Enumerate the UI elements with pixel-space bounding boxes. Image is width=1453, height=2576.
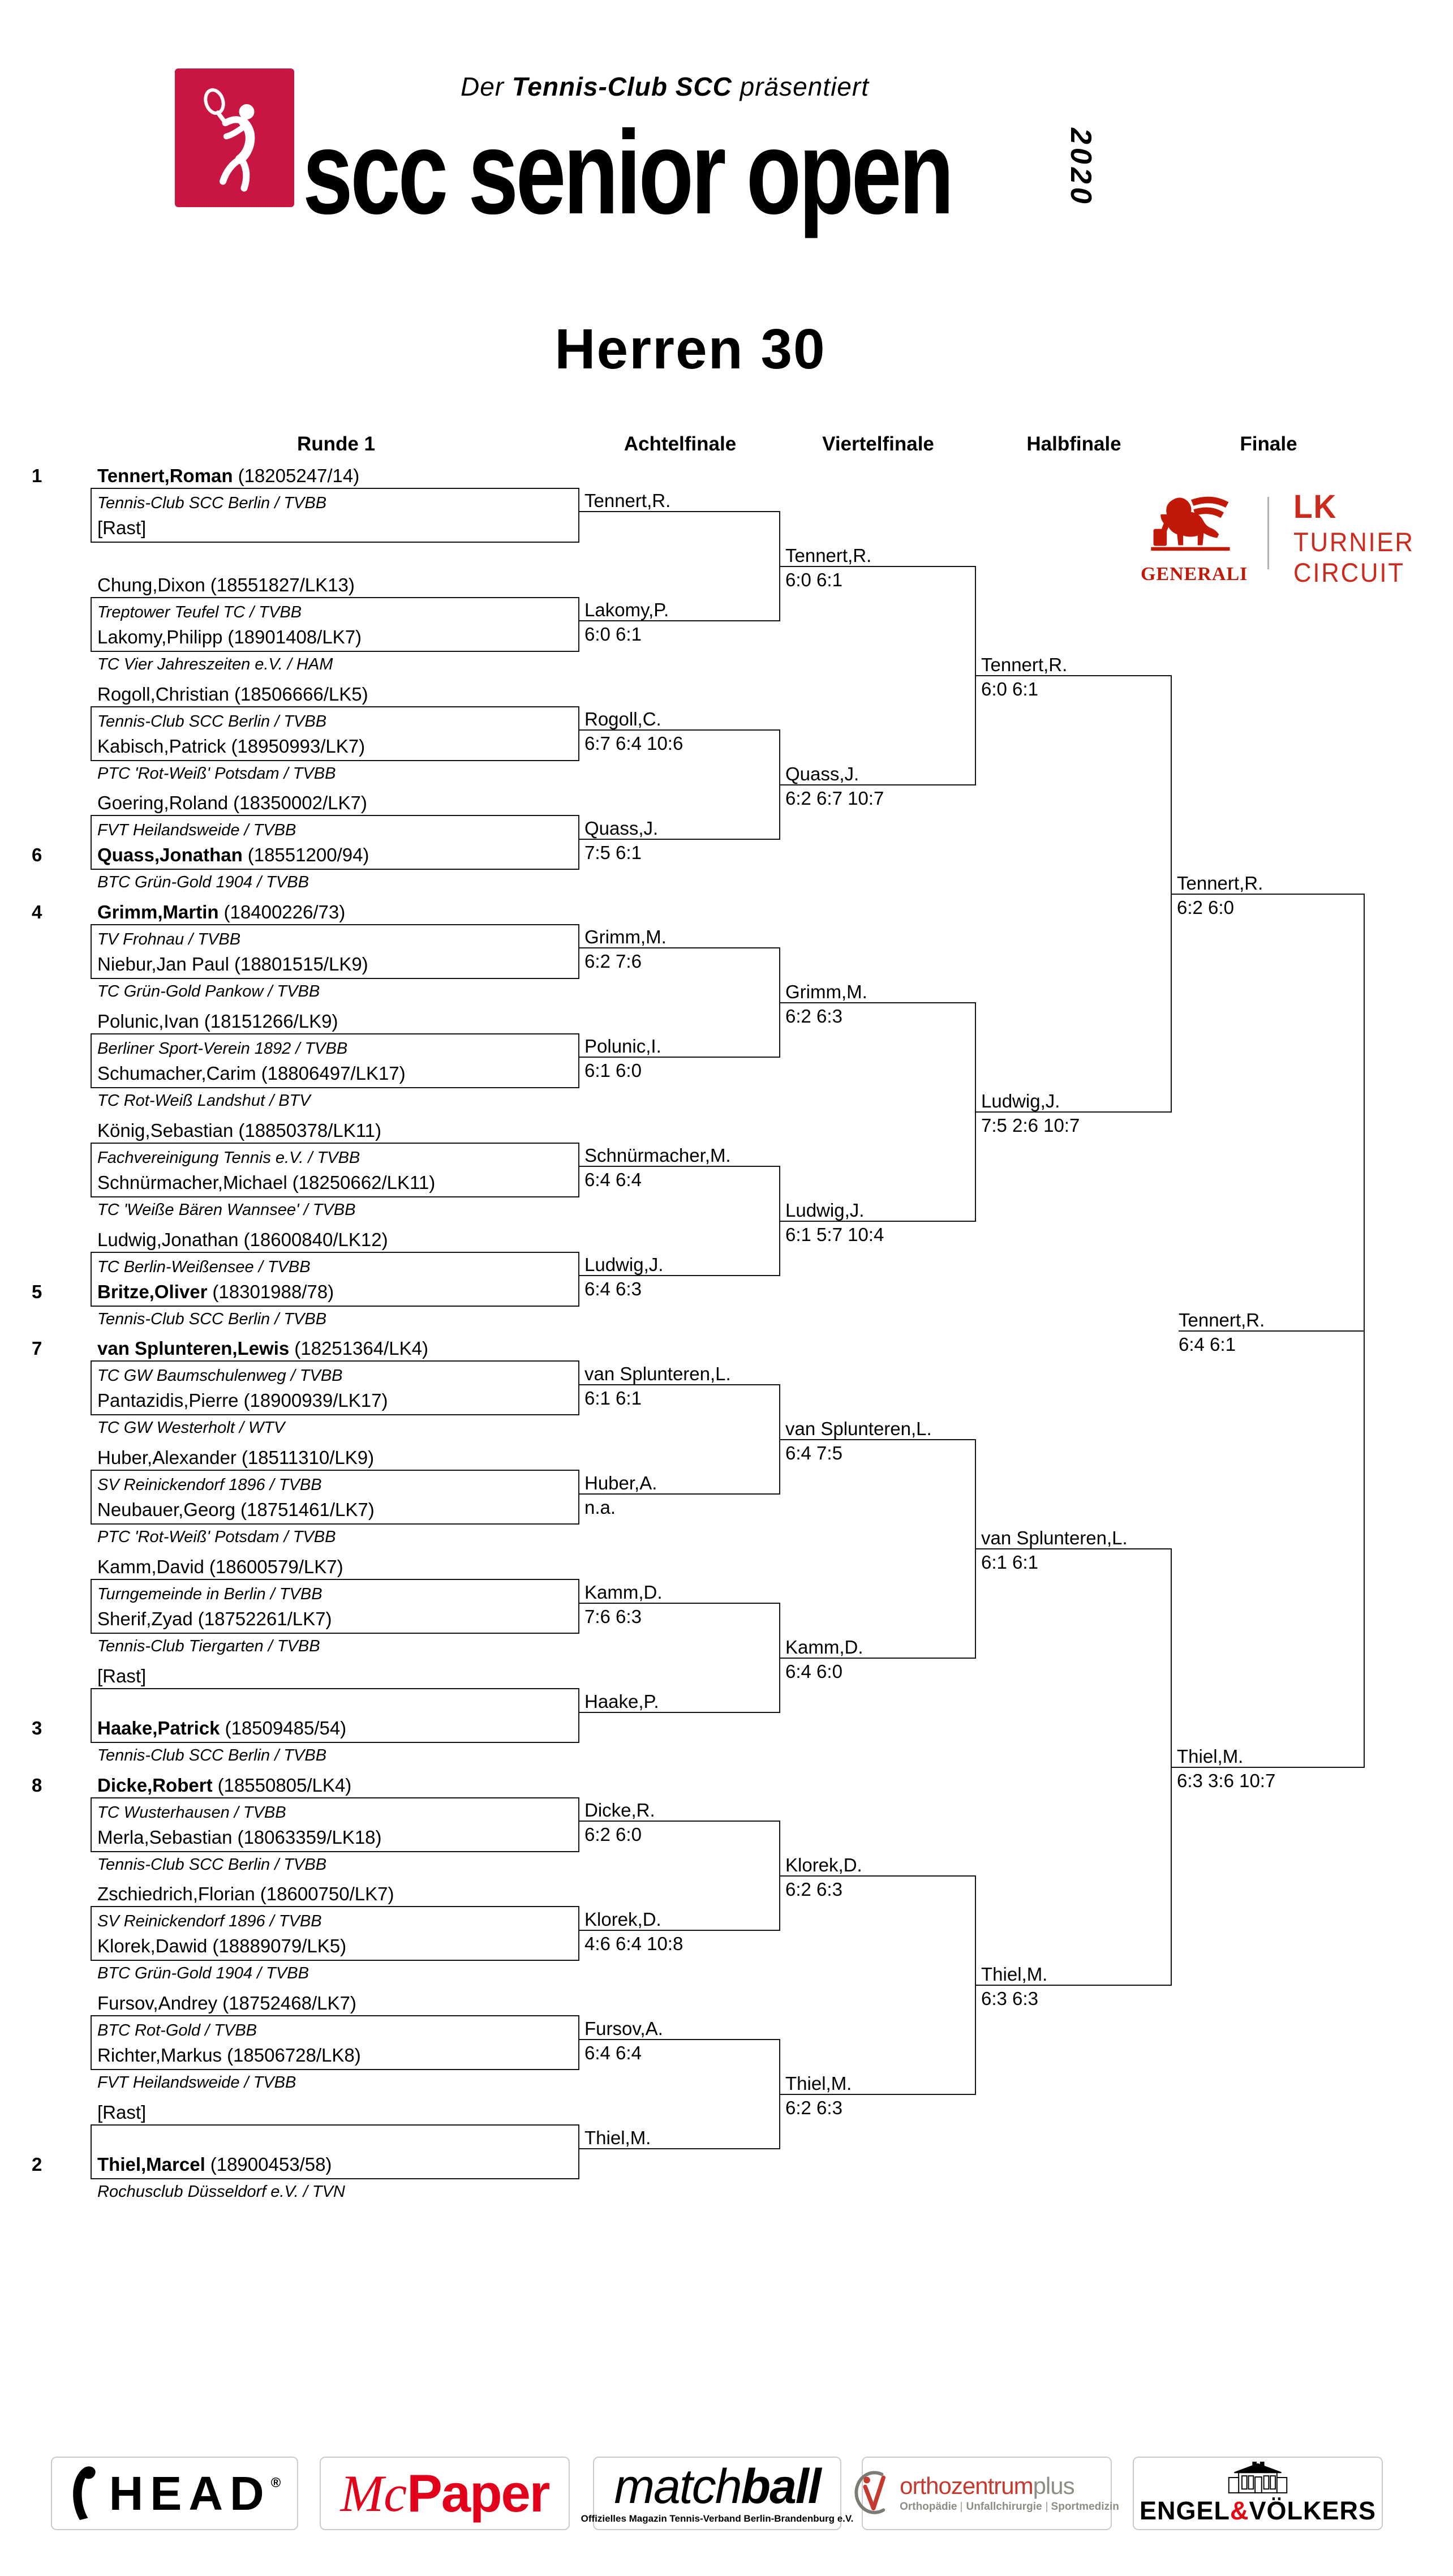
- winner-label: Tennert,R.: [981, 654, 1068, 675]
- bracket-line: [780, 784, 976, 785]
- winner-label: Klorek,D.: [584, 1909, 661, 1930]
- orthozentrum-icon: [854, 2466, 892, 2521]
- match-score: n.a.: [584, 1497, 616, 1518]
- presenter-line: [0, 71, 1330, 102]
- match-score: 6:0 6:1: [584, 624, 642, 645]
- player-club: PTC 'Rot-Weiß' Potsdam / TVBB: [97, 765, 336, 783]
- player-name: Rogoll,Christian (18506666/LK5): [97, 684, 368, 705]
- lk-logo-line1: LK: [1293, 488, 1338, 525]
- bracket-line: [780, 566, 976, 567]
- winner-label: van Splunteren,L.: [981, 1527, 1128, 1548]
- bracket-line: [579, 1821, 780, 1822]
- match-score: 6:4 6:4: [584, 1169, 642, 1190]
- match-score: 6:4 7:5: [785, 1442, 842, 1463]
- winner-label: Ludwig,J.: [785, 1200, 865, 1221]
- player-name: Huber,Alexander (18511310/LK9): [97, 1447, 375, 1468]
- sponsor-card-orthozentrum: [862, 2457, 1119, 2530]
- match-score: 6:1 5:7 10:4: [785, 1224, 884, 1245]
- match-score: 6:7 6:4 10:6: [584, 733, 683, 754]
- player-name: Haake,Patrick (18509485/54): [97, 1718, 347, 1738]
- player-club: PTC 'Rot-Weiß' Potsdam / TVBB: [97, 1528, 336, 1546]
- bracket-line: [780, 1002, 976, 1003]
- sponsor-card-matchball: [581, 2457, 854, 2530]
- winner-label: Tennert,R.: [584, 490, 671, 511]
- winner-label: Thiel,M.: [584, 2127, 651, 2148]
- player-club: TC Rot-Weiß Landshut / BTV: [97, 1092, 311, 1110]
- match-score: 6:3 6:3: [981, 1988, 1038, 2009]
- player-name: Klorek,Dawid (18889079/LK5): [97, 1935, 347, 1956]
- winner-label: Quass,J.: [785, 763, 859, 784]
- player-name: Pantazidis,Pierre (18900939/LK17): [97, 1390, 388, 1411]
- sponsor-card-engelvoelkers: [1133, 2457, 1383, 2530]
- generali-logo-text: GENERALI: [1141, 564, 1248, 585]
- player-club: Turngemeinde in Berlin / TVBB: [97, 1585, 323, 1603]
- column-header-halbfinale: Halbfinale: [1026, 433, 1121, 455]
- sponsor-card-mcpaper: [320, 2457, 570, 2530]
- winner-label: Huber,A.: [584, 1472, 657, 1493]
- winner-label: Dicke,R.: [584, 1800, 655, 1821]
- subtitle-divider: [961, 2502, 962, 2512]
- winner-label: Ludwig,J.: [584, 1254, 664, 1275]
- column-header-runde1: Runde 1: [296, 433, 376, 455]
- winner-label: Thiel,M.: [981, 1964, 1048, 1985]
- winner-label: Fursov,A.: [584, 2018, 663, 2039]
- bracket-line: [780, 1439, 976, 1440]
- column-header-finale: Finale: [1240, 433, 1297, 455]
- player-name: Merla,Sebastian (18063359/LK18): [97, 1827, 382, 1848]
- champion-score: 6:4 6:1: [1179, 1334, 1236, 1355]
- winner-label: Haake,P.: [584, 1691, 659, 1712]
- player-club: Tennis-Club SCC Berlin / TVBB: [97, 494, 327, 512]
- head-logo-icon: [68, 2464, 101, 2523]
- presenter-suffix: präsentiert: [740, 72, 869, 101]
- player-name: Fursov,Andrey (18752468/LK7): [97, 1993, 356, 2013]
- head-logo-text: HEAD®: [109, 2466, 281, 2520]
- bracket-line: [780, 1221, 976, 1222]
- player-club: TC Wusterhausen / TVBB: [97, 1804, 286, 1822]
- match-score: 7:5 2:6 10:7: [981, 1115, 1080, 1136]
- champion-name: Tennert,R.: [1179, 1310, 1265, 1330]
- winner-label: Ludwig,J.: [981, 1090, 1060, 1111]
- mcpaper-logo-mc: Mc: [340, 2465, 407, 2522]
- player-club: BTC Grün-Gold 1904 / TVBB: [97, 1964, 309, 1982]
- match-score: 6:2 7:6: [584, 951, 642, 972]
- bracket-line: [579, 1166, 780, 1167]
- match-score: 7:5 6:1: [584, 842, 642, 863]
- player-club: Tennis-Club SCC Berlin / TVBB: [97, 1310, 327, 1328]
- player-name: Schnürmacher,Michael (18250662/LK11): [97, 1172, 436, 1193]
- bracket-line: [579, 839, 780, 840]
- villa-icon: [1215, 2461, 1300, 2494]
- winner-label: van Splunteren,L.: [584, 1363, 731, 1384]
- winner-label: Grimm,M.: [785, 981, 867, 1002]
- match-score: 6:3 3:6 10:7: [1177, 1770, 1276, 1791]
- player-name: Tennert,Roman (18205247/14): [97, 465, 360, 486]
- winner-label: Grimm,M.: [584, 926, 667, 947]
- player-name: [Rast]: [97, 1665, 147, 1686]
- player-name: König,Sebastian (18850378/LK11): [97, 1120, 381, 1141]
- tournament-year: 2020: [1064, 128, 1097, 207]
- player-club: Rochusclub Düsseldorf e.V. / TVN: [97, 2183, 345, 2201]
- winner-label: Tennert,R.: [1177, 873, 1263, 894]
- match-score: 6:2 6:7 10:7: [785, 788, 884, 809]
- player-club: SV Reinickendorf 1896 / TVBB: [97, 1912, 322, 1930]
- bracket-line: [579, 620, 780, 621]
- bracket-line: [976, 675, 1172, 676]
- event-title: Herren 30: [554, 317, 826, 381]
- engelvoelkers-logo-text: ENGEL&VÖLKERS: [1139, 2496, 1377, 2525]
- bracket-line: [780, 1658, 976, 1659]
- player-club: FVT Heilandsweide / TVBB: [97, 821, 296, 839]
- match-score: 6:4 6:4: [584, 2042, 642, 2063]
- player-name: Ludwig,Jonathan (18600840/LK12): [97, 1229, 388, 1250]
- player-name: Grimm,Martin (18400226/73): [97, 901, 346, 922]
- player-name: [Rast]: [97, 2102, 147, 2123]
- player-club: SV Reinickendorf 1896 / TVBB: [97, 1476, 322, 1494]
- bracket-line: [579, 1493, 780, 1495]
- sponsor-card-head: [51, 2457, 298, 2530]
- bracket-line: [976, 1985, 1172, 1986]
- player-name: Polunic,Ivan (18151266/LK9): [97, 1011, 338, 1032]
- bracket-line: [1172, 1767, 1365, 1768]
- player-name: Britze,Oliver (18301988/78): [97, 1281, 334, 1302]
- match-score: 7:6 6:3: [584, 1606, 642, 1627]
- seed-number: 2: [32, 2154, 42, 2175]
- player-club: TV Frohnau / TVBB: [97, 930, 241, 948]
- player-club: BTC Grün-Gold 1904 / TVBB: [97, 873, 309, 891]
- seed-number: 7: [32, 1338, 42, 1359]
- player-club: TC Grün-Gold Pankow / TVBB: [97, 982, 320, 1001]
- winner-label: Schnürmacher,M.: [584, 1145, 731, 1166]
- bracket-line: [579, 1384, 780, 1385]
- player-name: Chung,Dixon (18551827/LK13): [97, 574, 355, 595]
- winner-label: Quass,J.: [584, 818, 659, 839]
- player-club: TC Berlin-Weißensee / TVBB: [97, 1258, 311, 1276]
- bracket-line: [976, 1548, 1172, 1549]
- matchball-subtitle: Offizielles Magazin Tennis-Verband Berlin-Brandenburg e.V.: [581, 2513, 854, 2524]
- bracket-line: [579, 1712, 780, 1713]
- bracket-line: [579, 1057, 780, 1058]
- player-name: van Splunteren,Lewis (18251364/LK4): [97, 1338, 428, 1359]
- player-club: Berliner Sport-Verein 1892 / TVBB: [97, 1040, 348, 1058]
- winner-label: van Splunteren,L.: [785, 1418, 932, 1439]
- seed-number: 5: [32, 1281, 42, 1302]
- column-header-viertelfinale: Viertelfinale: [822, 433, 934, 455]
- match-score: 6:2 6:0: [1177, 897, 1234, 918]
- player-name: Goering,Roland (18350002/LK7): [97, 792, 367, 813]
- match-score: 6:0 6:1: [785, 569, 842, 590]
- player-name: Quass,Jonathan (18551200/94): [97, 844, 369, 865]
- matchball-logo-text: matchball: [614, 2459, 820, 2514]
- seed-number: 1: [32, 465, 42, 486]
- player-club: Tennis-Club Tiergarten / TVBB: [97, 1637, 320, 1655]
- subtitle-divider: [1046, 2502, 1047, 2512]
- bracket-line: [579, 729, 780, 731]
- orthozentrum-subtitle: Orthopädie Unfallchirurgie Sportmedizin: [900, 2501, 1119, 2513]
- winner-label: Thiel,M.: [1177, 1746, 1244, 1767]
- seed-number: 6: [32, 844, 42, 865]
- player-club: TC GW Baumschulenweg / TVBB: [97, 1367, 343, 1385]
- bracket-line: [1172, 894, 1365, 895]
- player-name: Niebur,Jan Paul (18801515/LK9): [97, 954, 368, 974]
- presenter-prefix: Der: [461, 72, 505, 101]
- bracket-line: [976, 1111, 1172, 1113]
- match-score: 6:4 6:3: [584, 1278, 642, 1299]
- match-score: 4:6 6:4 10:8: [584, 1933, 683, 1954]
- orthozentrum-logo-text: orthozentrumplus: [900, 2472, 1074, 2499]
- lk-logo-line3: CIRCUIT: [1293, 557, 1405, 587]
- player-club: Tennis-Club SCC Berlin / TVBB: [97, 1856, 327, 1874]
- bracket-line: [579, 1930, 780, 1931]
- mcpaper-logo-paper: Paper: [407, 2463, 549, 2523]
- column-header-achtelfinale: Achtelfinale: [624, 433, 737, 455]
- player-name: Dicke,Robert (18550805/LK4): [97, 1775, 352, 1796]
- player-club: Tennis-Club SCC Berlin / TVBB: [97, 712, 327, 731]
- player-name: Kamm,David (18600579/LK7): [97, 1556, 343, 1577]
- bracket-line: [579, 1275, 780, 1276]
- bracket-line: [579, 2039, 780, 2040]
- logo-divider: [1267, 497, 1269, 569]
- winner-label: Lakomy,P.: [584, 599, 669, 620]
- match-score: 6:2 6:3: [785, 1006, 842, 1027]
- match-score: 6:1 6:1: [981, 1552, 1038, 1573]
- bracket-line: [780, 2094, 976, 2095]
- player-name: Richter,Markus (18506728/LK8): [97, 2045, 361, 2066]
- seed-number: 3: [32, 1718, 42, 1738]
- bracket-line: [780, 1875, 976, 1877]
- registered-mark: ®: [270, 2475, 281, 2491]
- winner-label: Kamm,D.: [584, 1582, 663, 1603]
- generali-lion-icon: [1149, 493, 1233, 555]
- winner-label: Polunic,I.: [584, 1036, 661, 1057]
- player-club: TC Vier Jahreszeiten e.V. / HAM: [97, 655, 333, 673]
- seed-number: 8: [32, 1775, 42, 1796]
- player-club: Treptower Teufel TC / TVBB: [97, 603, 302, 621]
- match-score: 6:2 6:0: [584, 1824, 642, 1845]
- winner-label: Klorek,D.: [785, 1854, 862, 1875]
- bracket-line: [579, 947, 780, 948]
- match-score: 6:2 6:3: [785, 2097, 842, 2118]
- bracket-line: [579, 511, 780, 512]
- player-name: Lakomy,Philipp (18901408/LK7): [97, 626, 362, 647]
- match-score: 6:4 6:0: [785, 1661, 842, 1682]
- winner-label: Kamm,D.: [785, 1637, 863, 1658]
- match-score: 6:0 6:1: [981, 679, 1038, 699]
- lk-logo-line2: TURNIER: [1293, 527, 1415, 557]
- bracket-line: [579, 2148, 780, 2149]
- player-name: Schumacher,Carim (18806497/LK17): [97, 1063, 406, 1084]
- winner-label: Thiel,M.: [785, 2073, 852, 2094]
- player-club: TC 'Weiße Bären Wannsee' / TVBB: [97, 1201, 356, 1219]
- player-name: Sherif,Zyad (18752261/LK7): [97, 1608, 332, 1629]
- player-club: Fachvereinigung Tennis e.V. / TVBB: [97, 1149, 360, 1167]
- match-score: 6:1 6:0: [584, 1060, 642, 1081]
- player-name: Thiel,Marcel (18900453/58): [97, 2154, 332, 2175]
- winner-label: Rogoll,C.: [584, 709, 661, 729]
- presenter-club: Tennis-Club SCC: [511, 72, 732, 101]
- player-club: TC GW Westerholt / WTV: [97, 1419, 285, 1437]
- bracket-line: [1179, 1330, 1365, 1332]
- player-club: BTC Rot-Gold / TVBB: [97, 2021, 257, 2040]
- player-name: [Rast]: [97, 517, 147, 538]
- player-name: Neubauer,Georg (18751461/LK7): [97, 1499, 375, 1520]
- player-name: Kabisch,Patrick (18950993/LK7): [97, 736, 366, 757]
- player-name: Zschiedrich,Florian (18600750/LK7): [97, 1883, 394, 1904]
- bracket-line: [579, 1603, 780, 1604]
- player-club: FVT Heilandsweide / TVBB: [97, 2073, 296, 2092]
- match-score: 6:2 6:3: [785, 1879, 842, 1900]
- winner-label: Tennert,R.: [785, 545, 872, 566]
- player-club: Tennis-Club SCC Berlin / TVBB: [97, 1746, 327, 1764]
- tournament-title: scc senior open: [303, 106, 952, 239]
- seed-number: 4: [32, 901, 42, 922]
- match-score: 6:1 6:1: [584, 1388, 642, 1409]
